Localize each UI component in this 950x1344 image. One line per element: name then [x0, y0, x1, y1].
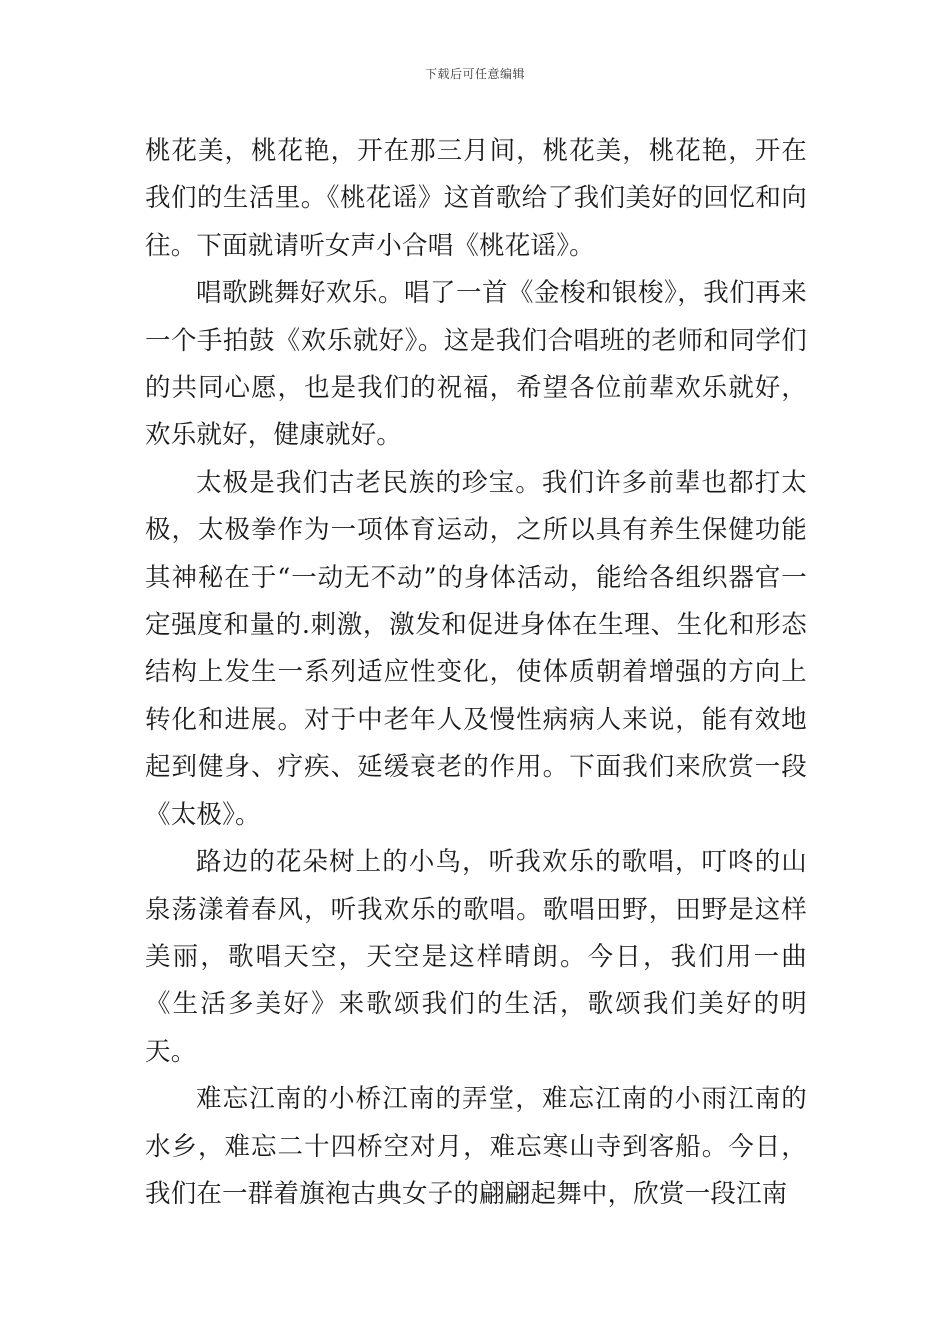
- document-body: [145, 128, 807, 1218]
- paragraph-jiangnan: 难忘江南的小桥江南的弄堂，难忘江南的小雨江南的水乡，难忘二十四桥空对月，难忘寒山寺到客船。今日，我们在一群着旗袍古典女子的翩翩起舞中，欣赏一段江南: [145, 1084, 807, 1209]
- page-header: 下载后可任意编辑: [424, 67, 525, 81]
- paragraph-huanle: 唱歌跳舞好欢乐。唱了一首《金梭和银梭》，我们再来一个手拍鼓《欢乐就好》。这是我们合唱班的老师和同学们的共同心愿，也是我们的祝福，希望各位前辈欢乐就好，欢乐就好，健康就好。: [145, 278, 807, 451]
- paragraph-taohua-intro: 桃花美，桃花艳，开在那三月间，桃花美，桃花艳，开在我们的生活里。《桃花谣》这首歌给了我们美好的回忆和向往。下面就请听女声小合唱《桃花谣》。: [145, 136, 807, 261]
- paragraph-shenghuo: 路边的花朵树上的小鸟，听我欢乐的歌唱，叮咚的山泉荡漾着春风，听我欢乐的歌唱。歌唱田野，田野是这样美丽，歌唱天空，天空是这样晴朗。今日，我们用一曲《生活多美好》来歌颂我们的生活，歌颂我们美好的明天。: [145, 847, 807, 1067]
- paragraph-taiji: 太极是我们古老民族的珍宝。我们许多前辈也都打太极，太极拳作为一项体育运动，之所以具有养生保健功能其神秘在于“一动无不动”的身体活动，能给各组织器官一定强度和量的.刺激，激发和促进身体在生理、生化和形态结构上发生一系列适应性变化，使体质朝着增强的方向上转化和进展。对于中老年人及慢性病病人来说，能有效地起到健身、疗疾、延缓衰老的作用。下面我们来欣赏一段《太极》。: [145, 467, 807, 830]
